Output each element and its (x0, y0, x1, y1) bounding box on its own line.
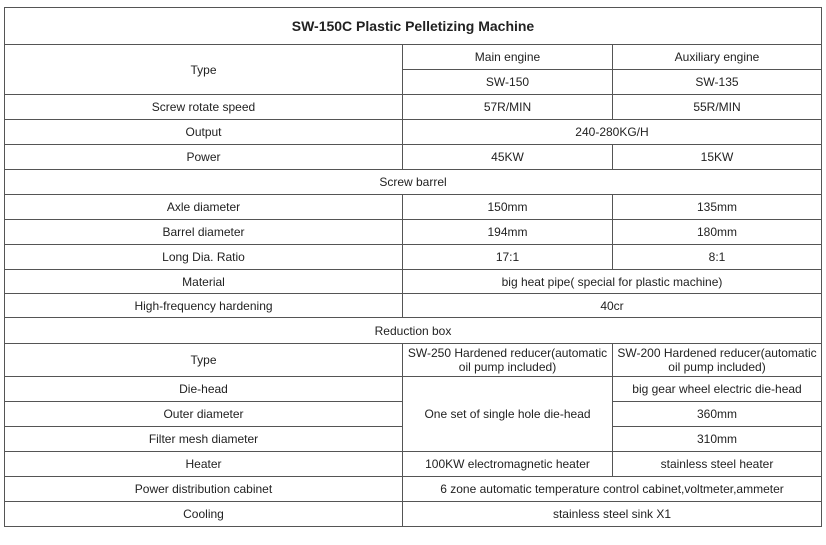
reducer-type-label: Type (5, 344, 403, 377)
reducer-main: SW-250 Hardened reducer(automatic oil pump included) (403, 344, 613, 377)
ratio-main: 17:1 (403, 245, 613, 270)
power-aux: 15KW (613, 145, 822, 170)
hardening-value: 40cr (403, 294, 822, 318)
heater-aux: stainless steel heater (613, 452, 822, 477)
main-engine-header: Main engine (403, 45, 613, 70)
power-label: Power (5, 145, 403, 170)
reducer-aux: SW-200 Hardened reducer(automatic oil pump included) (613, 344, 822, 377)
power-main: 45KW (403, 145, 613, 170)
screw-barrel-section: Screw barrel (5, 170, 822, 195)
outer-diameter-label: Outer diameter (5, 402, 403, 427)
filter-mesh-label: Filter mesh diameter (5, 427, 403, 452)
reduction-box-section: Reduction box (5, 318, 822, 344)
heater-label: Heater (5, 452, 403, 477)
cabinet-label: Power distribution cabinet (5, 477, 403, 502)
diehead-aux: big gear wheel electric die-head (613, 377, 822, 402)
aux-engine-header: Auxiliary engine (613, 45, 822, 70)
axle-aux: 135mm (613, 195, 822, 220)
table-title: SW-150C Plastic Pelletizing Machine (5, 8, 822, 45)
outer-diameter-aux: 360mm (613, 402, 822, 427)
aux-model: SW-135 (613, 70, 822, 95)
cabinet-value: 6 zone automatic temperature control cabinet,voltmeter,ammeter (403, 477, 822, 502)
output-label: Output (5, 120, 403, 145)
axle-main: 150mm (403, 195, 613, 220)
type-label: Type (5, 45, 403, 95)
axle-label: Axle diameter (5, 195, 403, 220)
screw-speed-label: Screw rotate speed (5, 95, 403, 120)
hardening-label: High-frequency hardening (5, 294, 403, 318)
spec-table (4, 7, 822, 527)
ratio-aux: 8:1 (613, 245, 822, 270)
output-value: 240-280KG/H (403, 120, 822, 145)
material-label: Material (5, 270, 403, 294)
screw-speed-main: 57R/MIN (403, 95, 613, 120)
heater-main: 100KW electromagnetic heater (403, 452, 613, 477)
barrel-main: 194mm (403, 220, 613, 245)
barrel-label: Barrel diameter (5, 220, 403, 245)
main-model: SW-150 (403, 70, 613, 95)
diehead-main: One set of single hole die-head (403, 377, 613, 452)
screw-speed-aux: 55R/MIN (613, 95, 822, 120)
filter-mesh-aux: 310mm (613, 427, 822, 452)
material-value: big heat pipe( special for plastic machine) (403, 270, 822, 294)
ratio-label: Long Dia. Ratio (5, 245, 403, 270)
cooling-value: stainless steel sink X1 (403, 502, 822, 527)
barrel-aux: 180mm (613, 220, 822, 245)
diehead-label: Die-head (5, 377, 403, 402)
cooling-label: Cooling (5, 502, 403, 527)
